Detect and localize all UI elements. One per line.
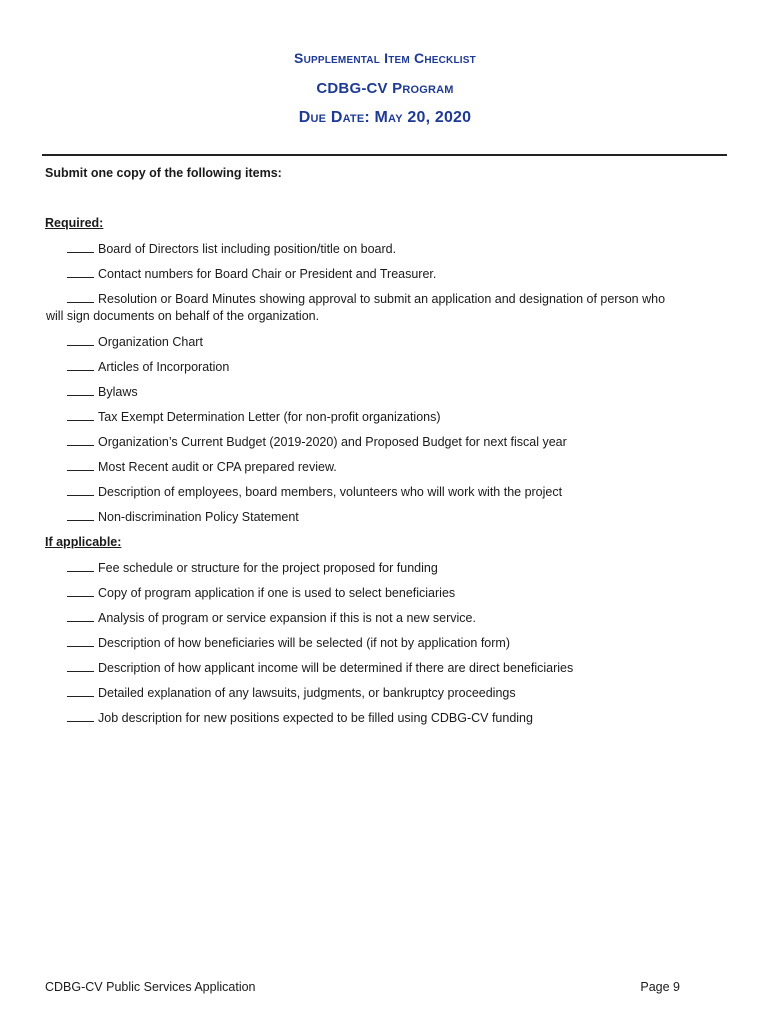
item-text: Fee schedule or structure for the project proposed for funding [98,561,438,575]
required-item [67,384,707,401]
checkbox-blank[interactable] [67,266,94,278]
checkbox-blank[interactable] [67,585,94,597]
required-heading: Required: [45,216,104,230]
item-text: Description of how applicant income will be determined if there are direct beneficiaries [98,661,574,675]
item-text: Contact numbers for Board Chair or President and Treasurer. [98,267,437,281]
footer-page-number: Page 9 [640,980,680,994]
checkbox-blank[interactable] [67,560,94,572]
item-text: Board of Directors list including position/title on board. [98,242,397,256]
item-text: Description of employees, board members, volunteers who will work with the project [98,485,563,499]
required-item [67,409,707,426]
item-text: Job description for new positions expected to be filled using CDBG-CV funding [98,711,533,725]
checklist-title: Supplemental Item Checklist [294,50,476,66]
checkbox-blank[interactable] [67,334,94,346]
checkbox-blank[interactable] [67,291,94,303]
required-item [67,334,707,351]
item-text: Copy of program application if one is used to select beneficiaries [98,586,456,600]
required-item [67,459,707,476]
item-text: Resolution or Board Minutes showing approval to submit an application and designation of person who [98,292,666,306]
checkbox-blank[interactable] [67,241,94,253]
applicable-item [67,585,707,602]
checkbox-blank[interactable] [67,660,94,672]
required-item [67,434,707,451]
item-text: Articles of Incorporation [98,360,230,374]
due-date: Due Date: May 20, 2020 [298,109,472,126]
checkbox-blank[interactable] [67,359,94,371]
item-text: Tax Exempt Determination Letter (for non-profit organizations) [98,410,441,424]
applicable-item [67,685,707,702]
checkbox-blank[interactable] [67,635,94,647]
item-text: Detailed explanation of any lawsuits, judgments, or bankruptcy proceedings [98,686,516,700]
required-item [67,266,707,283]
header-divider [42,154,727,156]
checkbox-blank[interactable] [67,710,94,722]
required-item [67,484,707,501]
item-text: Organization’s Current Budget (2019-2020) and Proposed Budget for next fiscal year [98,435,567,449]
program-title: CDBG-CV Program [316,80,454,97]
checkbox-blank[interactable] [67,384,94,396]
checkbox-blank[interactable] [67,509,94,521]
applicable-item [67,660,707,677]
checkbox-blank[interactable] [67,685,94,697]
required-item [46,291,707,325]
item-text: Description of how beneficiaries will be selected (if not by application form) [98,636,510,650]
applicable-item [67,560,707,577]
intro-text: Submit one copy of the following items: [45,166,282,180]
applicable-item [67,710,707,727]
checkbox-blank[interactable] [67,484,94,496]
required-item [67,241,707,258]
checkbox-blank[interactable] [67,434,94,446]
item-text-continuation: will sign documents on behalf of the organization. [46,309,320,323]
checkbox-blank[interactable] [67,409,94,421]
applicable-heading: If applicable: [45,535,122,549]
required-item [67,509,707,526]
applicable-item [67,610,707,627]
footer-document-name: CDBG-CV Public Services Application [45,980,256,994]
item-text: Bylaws [98,385,138,399]
item-text: Non-discrimination Policy Statement [98,510,299,524]
item-text: Most Recent audit or CPA prepared review. [98,460,337,474]
checkbox-blank[interactable] [67,610,94,622]
item-text: Analysis of program or service expansion if this is not a new service. [98,611,476,625]
required-item [67,359,707,376]
item-text: Organization Chart [98,335,203,349]
applicable-item [67,635,707,652]
checkbox-blank[interactable] [67,459,94,471]
